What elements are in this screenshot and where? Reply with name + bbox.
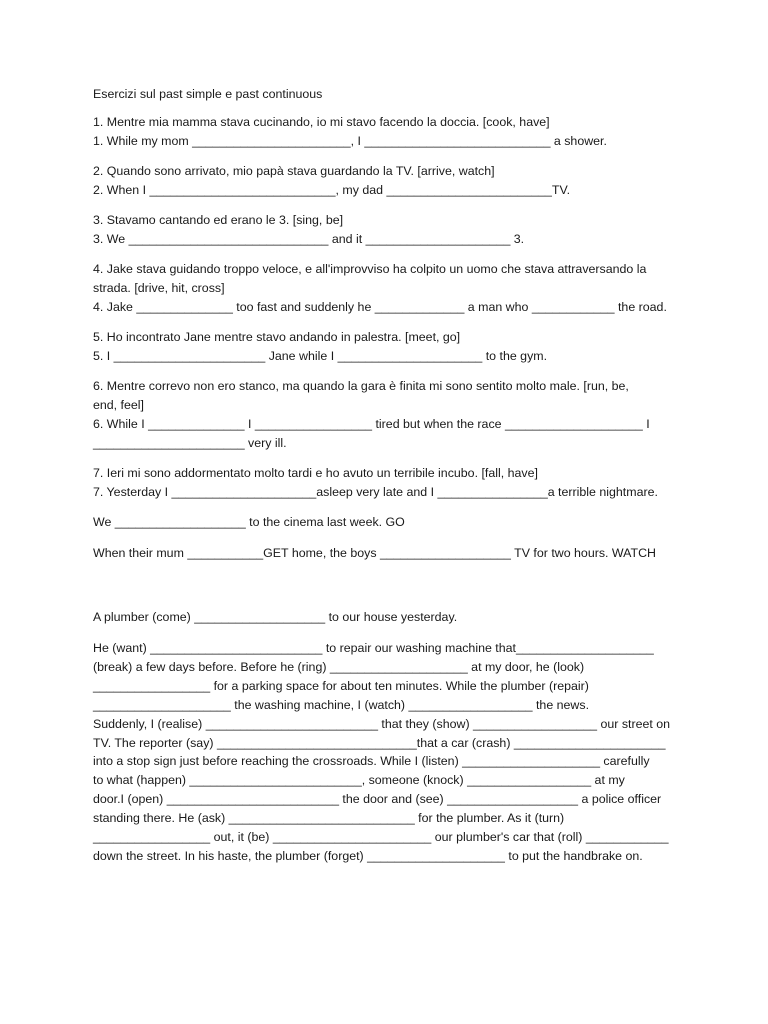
- english-gap-sentence: 6. While I ______________ I _________________ tired but when the race ____________________ I: [93, 417, 650, 431]
- passage-intro: A plumber (come) ___________________ to our house yesterday.: [93, 610, 458, 624]
- italian-sentence-continued: strada. [drive, hit, cross]: [93, 281, 225, 295]
- passage-paragraph: [93, 639, 683, 866]
- italian-sentence: 3. Stavamo cantando ed erano le 3. [sing, be]: [93, 213, 344, 227]
- passage-line: ____________________ the washing machine, I (watch) __________________ the news.: [93, 697, 590, 712]
- passage-line: TV. The reporter (say) _____________________________that a car (crash) ______________________: [93, 735, 666, 750]
- english-gap-sentence: 2. When I ___________________________, my dad ________________________TV.: [93, 183, 571, 197]
- exercise-6: [93, 377, 683, 453]
- italian-sentence: 1. Mentre mia mamma stava cucinando, io mi stavo facendo la doccia. [cook, have]: [93, 115, 550, 129]
- passage-line: He (want) _________________________ to repair our washing machine that____________________: [93, 641, 654, 655]
- passage-line: to what (happen) _________________________, someone (knock) __________________ at my: [93, 773, 625, 788]
- italian-sentence: 7. Ieri mi sono addormentato molto tardi e ho avuto un terribile incubo. [fall, have]: [93, 466, 538, 480]
- exercise-4: [93, 260, 683, 317]
- exercise-2: [93, 162, 683, 200]
- english-gap-sentence-continued: ______________________ very ill.: [93, 436, 287, 450]
- passage-line: Suddenly, I (realise) _________________________ that they (show) __________________ our street on: [93, 716, 671, 731]
- spacer: [93, 575, 683, 608]
- passage-line: _________________ for a parking space for about ten minutes. While the plumber (repair): [93, 678, 589, 693]
- passage-line: down the street. In his haste, the plumber (forget) ____________________ to put the handbrake on.: [93, 848, 643, 863]
- english-gap-sentence: 4. Jake ______________ too fast and suddenly he _____________ a man who ____________ the road.: [93, 300, 667, 314]
- passage-line: door.I (open) _________________________ the door and (see) ___________________ a police officer: [93, 792, 662, 807]
- italian-sentence: 6. Mentre correvo non ero stanco, ma quando la gara è finita mi sono sentito molto male. [run, be,: [93, 379, 629, 393]
- passage-line: standing there. He (ask) ___________________________ for the plumber. As it (turn): [93, 811, 565, 826]
- english-gap-sentence: 3. We _____________________________ and it _____________________ 3.: [93, 232, 525, 246]
- exercise-5: [93, 328, 683, 366]
- english-gap-sentence: 1. While my mom _______________________, I ___________________________ a shower.: [93, 134, 607, 148]
- english-gap-sentence: 5. I ______________________ Jane while I _____________________ to the gym.: [93, 349, 548, 363]
- passage-line: _________________ out, it (be) _______________________ our plumber's car that (roll) ____________: [93, 830, 669, 845]
- italian-sentence-continued: end, feel]: [93, 398, 144, 412]
- italian-sentence: 4. Jake stava guidando troppo veloce, e all'improvviso ha colpito un uomo che stava attraversando la: [93, 262, 647, 276]
- exercise-7: [93, 464, 683, 502]
- exercise-3: [93, 211, 683, 249]
- extra-exercise-go: We ___________________ to the cinema last week. GO: [93, 515, 405, 529]
- passage-line: into a stop sign just before reaching the crossroads. While I (listen) ____________________ carefully: [93, 754, 650, 769]
- italian-sentence: 2. Quando sono arrivato, mio papà stava guardando la TV. [arrive, watch]: [93, 164, 495, 178]
- italian-sentence: 5. Ho incontrato Jane mentre stavo andando in palestra. [meet, go]: [93, 330, 461, 344]
- english-gap-sentence: 7. Yesterday I _____________________asleep very late and I ________________a terrible nightmare.: [93, 485, 658, 499]
- extra-exercise-watch: When their mum ___________GET home, the boys ___________________ TV for two hours. WATCH: [93, 546, 656, 560]
- exercise-1: [93, 113, 683, 151]
- worksheet: [93, 84, 683, 866]
- passage-line: (break) a few days before. Before he (ring) ____________________ at my door, he (look): [93, 659, 585, 674]
- page-title: Esercizi sul past simple e past continuous: [93, 87, 323, 101]
